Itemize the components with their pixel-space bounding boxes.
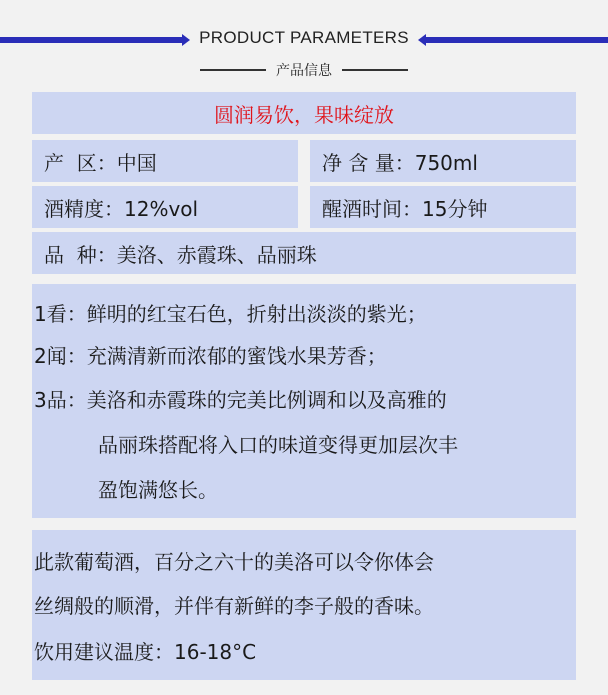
tasting-smell-label: 2闻：: [34, 344, 87, 368]
description-line1: 此款葡萄酒，百分之六十的美洛可以令你体会: [34, 550, 434, 574]
subtitle-line-left: [200, 69, 266, 71]
slogan-text: 圆润易饮，果味绽放: [214, 102, 394, 127]
param-decant-text: 醒酒时间：15分钟: [322, 196, 488, 221]
param-abv-text: 酒精度：12%vol: [44, 196, 199, 221]
serving-temperature: 饮用建议温度：16-18°C: [34, 640, 257, 664]
tasting-smell: [34, 340, 387, 369]
param-origin-text: 产 区：中国: [44, 150, 157, 175]
tasting-look: [34, 298, 427, 327]
tasting-taste-label: 3品：: [34, 388, 87, 412]
description-panel: [32, 530, 576, 680]
param-volume-text: 净 含 量：750ml: [322, 150, 478, 175]
tasting-taste-line1: 美洛和赤霞珠的完美比例调和以及高雅的: [86, 388, 447, 412]
description-line2: 丝绸般的顺滑，并伴有新鲜的李子般的香味。: [34, 594, 434, 618]
param-decant-time: [310, 186, 576, 228]
subtitle-row: [0, 58, 608, 82]
param-volume: [310, 140, 576, 182]
page-subtitle: 产品信息: [276, 63, 332, 79]
param-origin: [32, 140, 298, 182]
tasting-smell-text: 充满清新而浓郁的蜜饯水果芳香；: [86, 344, 387, 368]
page-title: PRODUCT PARAMETERS: [199, 28, 409, 47]
param-variety: [32, 232, 576, 274]
slogan-banner: [32, 92, 576, 134]
param-variety-text: 品 种：美洛、赤霞珠、品丽珠: [44, 242, 317, 267]
tasting-taste: [34, 384, 447, 413]
tasting-notes-panel: [32, 284, 576, 518]
tasting-look-text: 鲜明的红宝石色，折射出淡淡的紫光；: [86, 302, 427, 326]
tasting-look-label: 1看：: [34, 302, 87, 326]
tasting-taste-line2: 品丽珠搭配将入口的味道变得更加层次丰: [98, 433, 458, 457]
subtitle-line-right: [342, 69, 408, 71]
tasting-taste-line3: 盈饱满悠长。: [98, 478, 218, 502]
param-abv: [32, 186, 298, 228]
